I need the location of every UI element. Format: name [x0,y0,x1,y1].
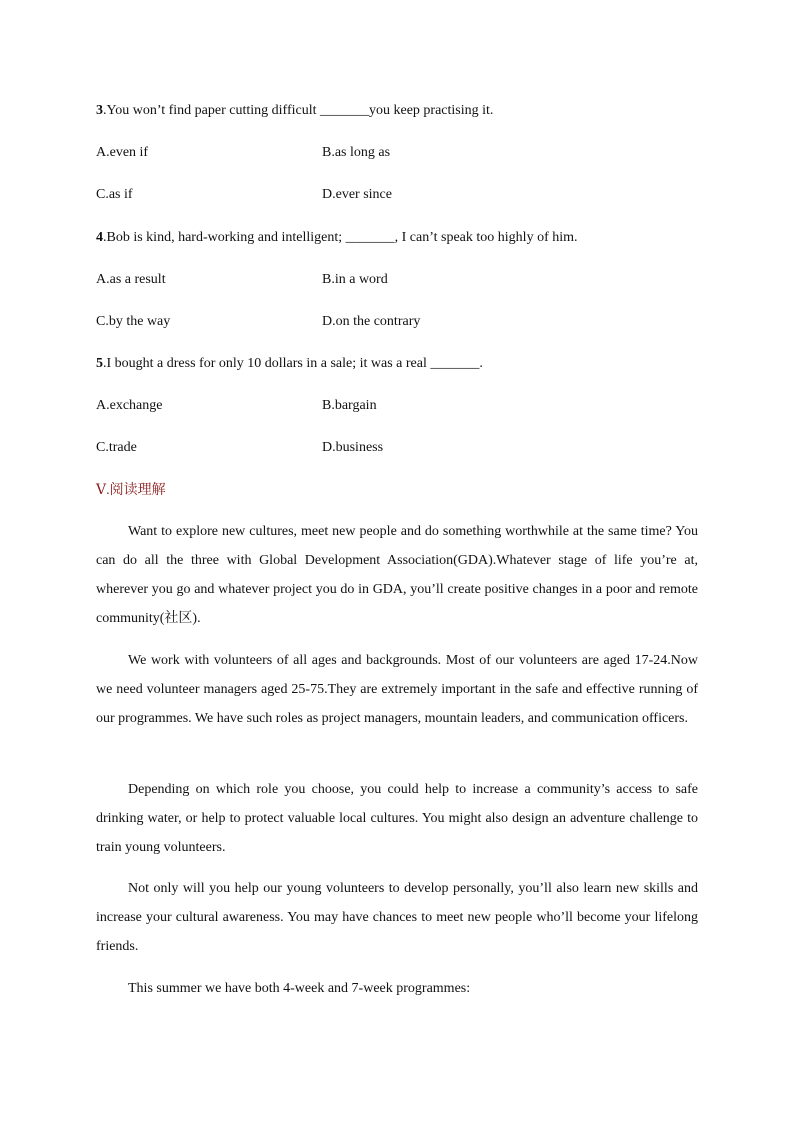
passage-paragraph-5: This summer we have both 4-week and 7-week programmes: [128,981,471,996]
question-text: .Bob is kind, hard-working and intelligent; _______, I can’t speak too highly of him. [103,230,578,245]
question-text: .You won’t find paper cutting difficult _______you keep practising it. [103,103,494,118]
passage-paragraph-4: Not only will you help our young volunteers to develop personally, you’ll also learn new skills and increase your cultural awareness. You may have chances to meet new people who’ll become your lifelong friends. [96,881,698,954]
question-3-option-c: C.as if [96,187,133,202]
question-3-option-d: D.ever since [322,187,392,202]
passage-paragraph-2: We work with volunteers of all ages and backgrounds. Most of our volunteers are aged 17-24.Now we need volunteer managers aged 25-75.They are extremely important in the safe and effective running of our programmes. We have such roles as project managers, mountain leaders, and communication officers. [96,653,698,726]
question-4-option-c: C.by the way [96,314,171,329]
question-5-option-b: B.bargain [322,398,377,413]
question-3-stem [96,101,493,121]
question-4-stem [96,228,578,248]
question-text: .I bought a dress for only 10 dollars in a sale; it was a real _______. [103,356,483,371]
question-3-option-a: A.even if [96,145,149,160]
question-number: 3 [96,103,103,118]
section-title: Ⅴ.阅读理解 [96,483,166,498]
passage-paragraph-3: Depending on which role you choose, you could help to increase a community’s access to safe drinking water, or help to protect valuable local cultures. You might also design an adventure challenge to train young volunteers. [96,782,698,855]
question-5-stem [96,354,483,374]
question-4-option-a: A.as a result [96,272,166,287]
question-4-option-d: D.on the contrary [322,314,421,329]
question-5-option-c: C.trade [96,440,137,455]
passage-paragraph-1: Want to explore new cultures, meet new people and do something worthwhile at the same time? You can do all the three with Global Development Association(GDA).Whatever stage of life you’re at, wherever you go and whatever project you do in GDA, you’ll create positive changes in a poor and remote community(社区). [96,524,698,626]
question-5-option-a: A.exchange [96,398,163,413]
question-3-option-b: B.as long as [322,145,391,160]
question-number: 4 [96,230,103,245]
question-5-option-d: D.business [322,440,384,455]
question-4-option-b: B.in a word [322,272,388,287]
question-number: 5 [96,356,103,371]
